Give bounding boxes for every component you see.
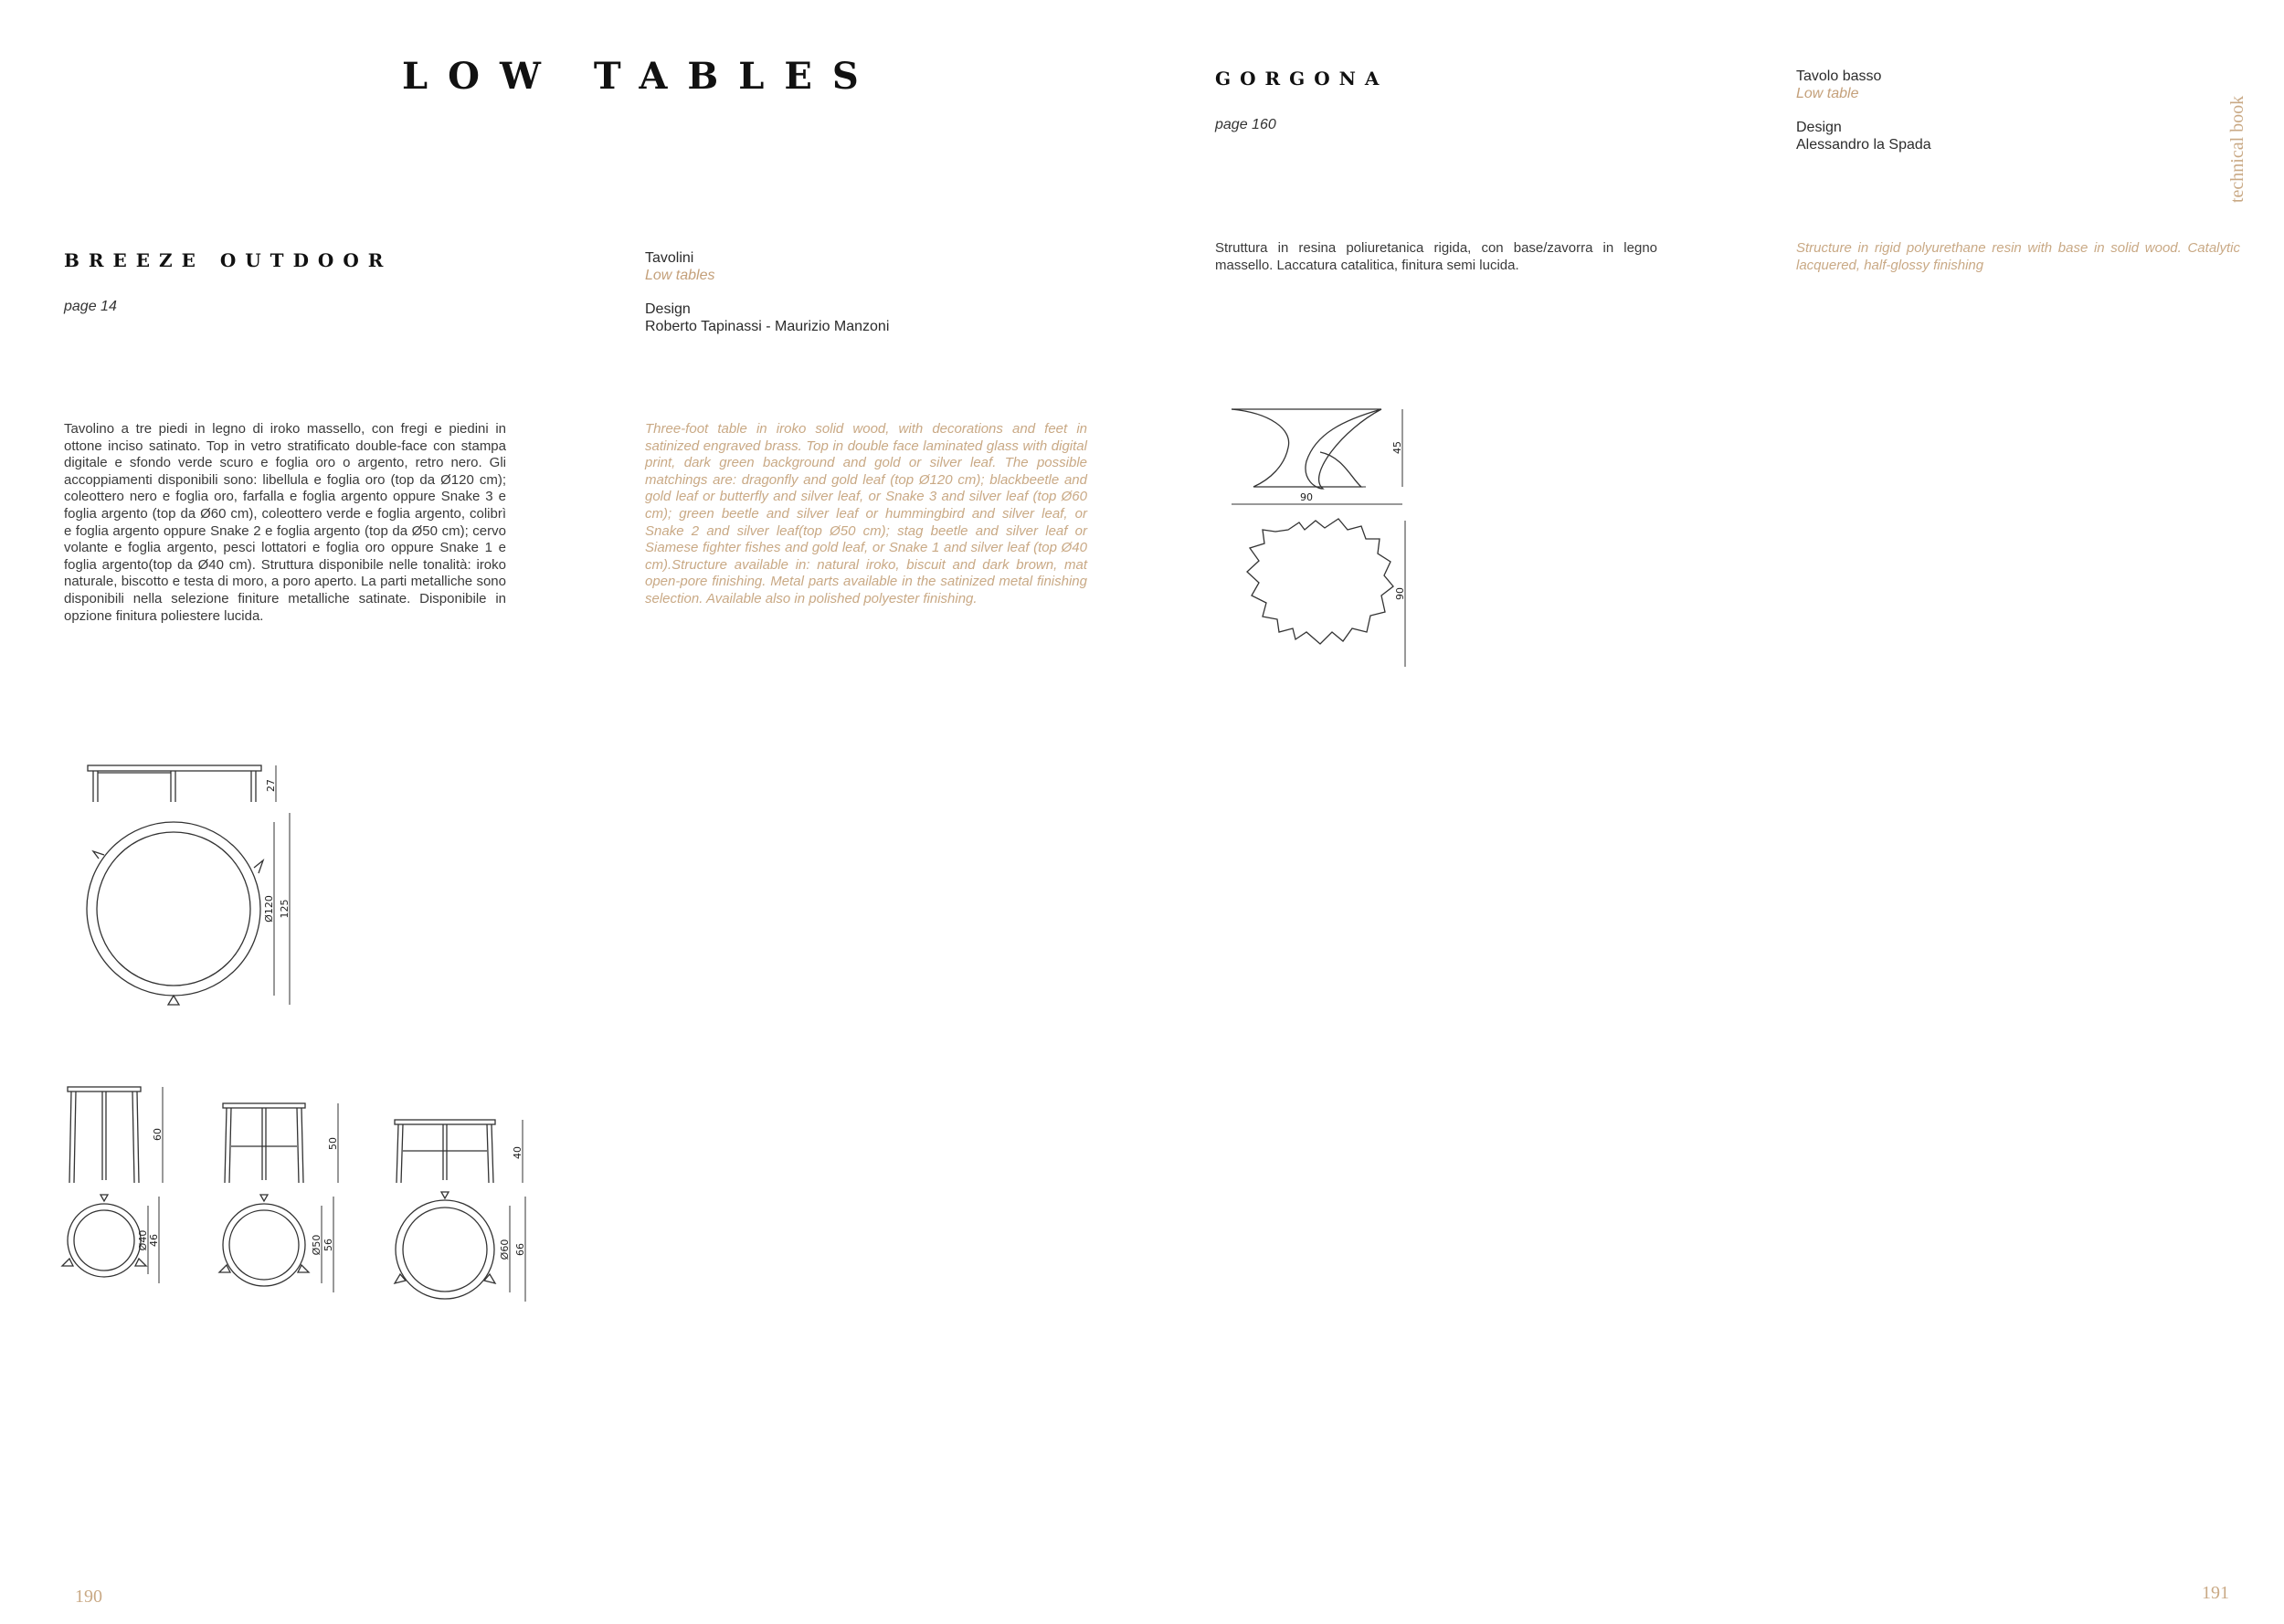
breeze-s3-dim-d: Ø60 (499, 1239, 511, 1260)
breeze-s2-dim-d: Ø50 (311, 1234, 323, 1256)
gorgona-dim-h: 45 (1391, 441, 1403, 454)
breeze-type-it: Tavolini (645, 250, 694, 266)
gorgona-dim-d: 90 (1394, 587, 1406, 600)
breeze-small-1 (62, 1087, 164, 1283)
breeze-s1-dim-d: Ø40 (137, 1229, 149, 1251)
gorgona-text-it: Struttura in resina poliuretanica rigida, con base/zavorra in legno massello. Laccatura catalitica, finitura semi lucida. (1215, 240, 1657, 273)
gorgona-title: GORGONA (1215, 68, 1389, 90)
breeze-small-drawings (55, 1078, 548, 1306)
gorgona-meta (1796, 68, 1931, 153)
gorgona-drawings (1215, 393, 1443, 685)
breeze-large-dim-d: Ø120 (263, 895, 275, 923)
breeze-meta (645, 249, 889, 335)
gorgona-design-label: Design (1796, 120, 1842, 135)
breeze-designers: Roberto Tapinassi - Maurizio Manzoni (645, 319, 890, 334)
breeze-text-en: Three-foot table in iroko solid wood, with decorations and feet in satinized engraved brass. Top in double face laminated glass with digital print, dark green background and gold or silver leaf. The possible matchings are: dragonfly and gold leaf (top Ø120 cm); blackbeetle and gold leaf or butterfly and silver leaf, or Snake 3 and silver leaf (top Ø60 cm); green beetle and silver leaf or hummingbird and silver leaf, or Snake 2 and silver leaf(top Ø50 cm); stag beetle and silver leaf or Siamese fighter fishes and gold leaf, or Snake 1 and silver leaf (top Ø40 cm).Structure available in: natural iroko, biscuit and dark brown, mat open-pore finishing. Metal parts available in the satinized metal finishing selection. Available also in polished polyester finishing. (645, 421, 1087, 606)
breeze-large-dim-w: 125 (279, 899, 291, 919)
gorgona-type-en: Low table (1796, 86, 1859, 101)
breeze-s2-dim-w: 56 (323, 1239, 334, 1251)
gorgona-type-it: Tavolo basso (1796, 69, 1882, 84)
breeze-s3-dim-w: 66 (514, 1243, 526, 1256)
gorgona-designers: Alessandro la Spada (1796, 137, 1931, 153)
breeze-s3-dim-h: 40 (512, 1146, 523, 1159)
breeze-text-it: Tavolino a tre piedi in legno di iroko massello, con fregi e piedini in ottone inciso satinato. Top in vetro stratificato double-face con stampa digitale e sfondo verde scuro e foglia oro o argento, retro nero. Gli accoppiamenti disponibili sono: libellula e foglia oro (top da Ø120 cm); coleottero nero e foglia oro, farfalla e foglia argento oppure Snake 3 e foglia argento (top da Ø60 cm), coleottero verde e foglia argento, colibrì e foglia argento oppure Snake 2 e foglia argento (top da Ø50 cm); cervo volante e foglia argento, pesci lottatori e foglia oro oppure Snake 1 e foglia argento(top da Ø40 cm). Struttura disponibile nelle tonalità: iroko naturale, biscotto e testa di moro, a poro aperto. La parti metalliche sono disponibili nella selezione finiture metalliche satinate. Disponibile in opzione finitura poliestere lucida. (64, 421, 506, 624)
breeze-small-3 (395, 1120, 526, 1302)
gorgona-side-view (1232, 409, 1403, 504)
breeze-small-2 (219, 1103, 339, 1292)
breeze-title: BREEZE OUTDOOR (64, 249, 393, 271)
gorgona-dim-w: 90 (1300, 491, 1313, 503)
page-number-right: 191 (2202, 1583, 2229, 1603)
breeze-type-en: Low tables (645, 268, 715, 283)
gorgona-top-view (1247, 519, 1406, 667)
breeze-large-drawing (73, 749, 329, 1023)
breeze-large-dim-h: 27 (265, 779, 277, 792)
breeze-s1-dim-h: 60 (152, 1128, 164, 1141)
breeze-s2-dim-h: 50 (327, 1137, 339, 1150)
page-number-left: 190 (75, 1587, 102, 1607)
gorgona-text-en: Structure in rigid polyurethane resin with base in solid wood. Catalytic lacquered, half-glossy finishing (1796, 240, 2240, 273)
breeze-design-label: Design (645, 301, 691, 317)
breeze-large-side-view (88, 765, 277, 802)
page-title: LOW TABLES (402, 55, 879, 98)
breeze-page-ref: page 14 (64, 299, 117, 314)
gorgona-page-ref: page 160 (1215, 117, 1276, 132)
breeze-s1-dim-w: 46 (148, 1234, 160, 1247)
side-label: technical book (2227, 95, 2247, 203)
breeze-large-top-view (87, 813, 291, 1005)
